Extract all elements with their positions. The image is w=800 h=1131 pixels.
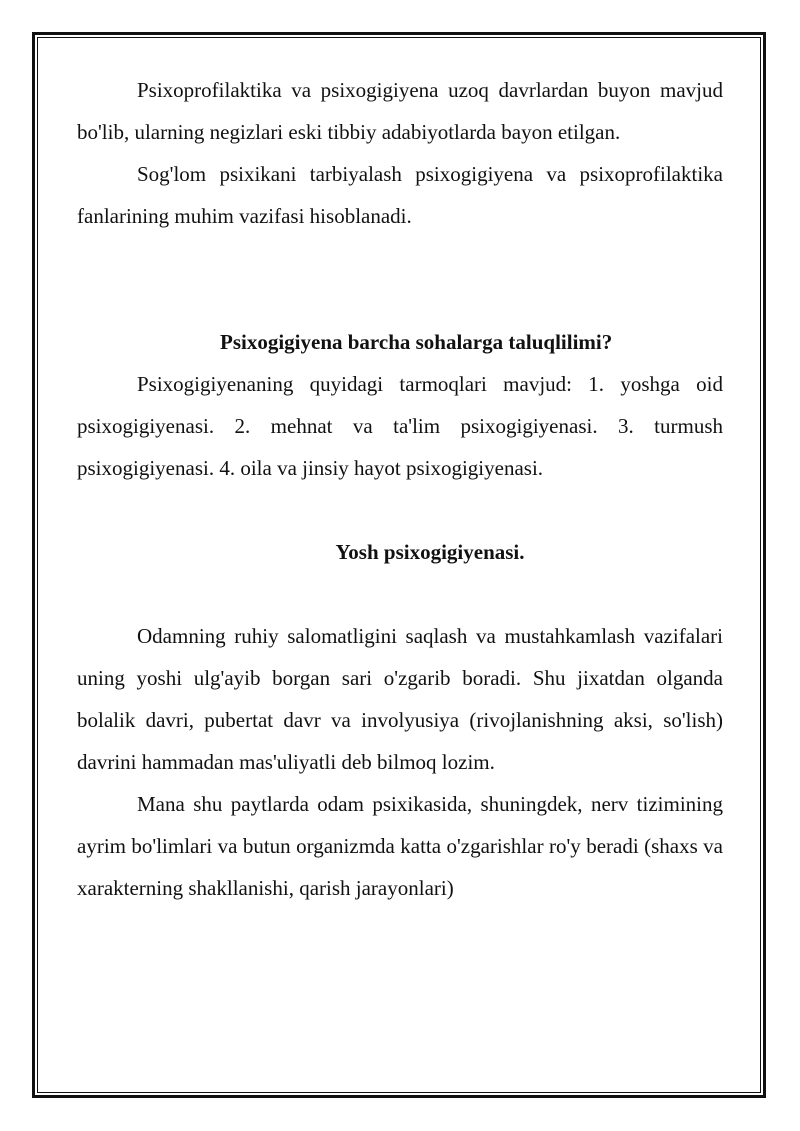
paragraph-changes: Mana shu paytlarda odam psixikasida, shuningdek, nerv tizimining ayrim bo'limlari va butun organizmda katta o'zgarishlar ro'y beradi (shaxs va xarakterning shakllanishi, qarish jarayonlari)	[77, 792, 723, 900]
paragraph-mental-health: Odamning ruhiy salomatligini saqlash va mustahkamlash vazifalari uning yoshi ulg'ayib borgan sari o'zgarib boradi. Shu jixatdan olganda bolalik davri, pubertat davr va involyusiya (rivojlanishning aksi, so'lish) davrini hammadan mas'uliyatli deb bilmoq lozim.	[77, 624, 723, 774]
paragraph-intro: Psixoprofilaktika va psixogigiyena uzoq davrlardan buyon mavjud bo'lib, ularning negizlari eski tibbiy adabiyotlarda bayon etilgan.	[77, 78, 723, 144]
paragraph-healthy-psyche: Sog'lom psixikani tarbiyalash psixogigiyena va psixoprofilaktika fanlarining muhim vazifasi hisoblanadi.	[77, 162, 723, 228]
heading-age-psychohygiene: Yosh psixogigiyenasi.	[335, 540, 525, 564]
document-body	[77, 69, 723, 909]
paragraph-branches: Psixogigiyenaning quyidagi tarmoqlari mavjud: 1. yoshga oid psixogigiyenasi. 2. mehnat va ta'lim psixogigiyenasi. 3. turmush psixogigiyenasi. 4. oila va jinsiy hayot psixogigiyenasi.	[77, 372, 723, 480]
heading-psychohygiene-question: Psixogigiyena barcha sohalarga taluqlilimi?	[220, 330, 613, 354]
